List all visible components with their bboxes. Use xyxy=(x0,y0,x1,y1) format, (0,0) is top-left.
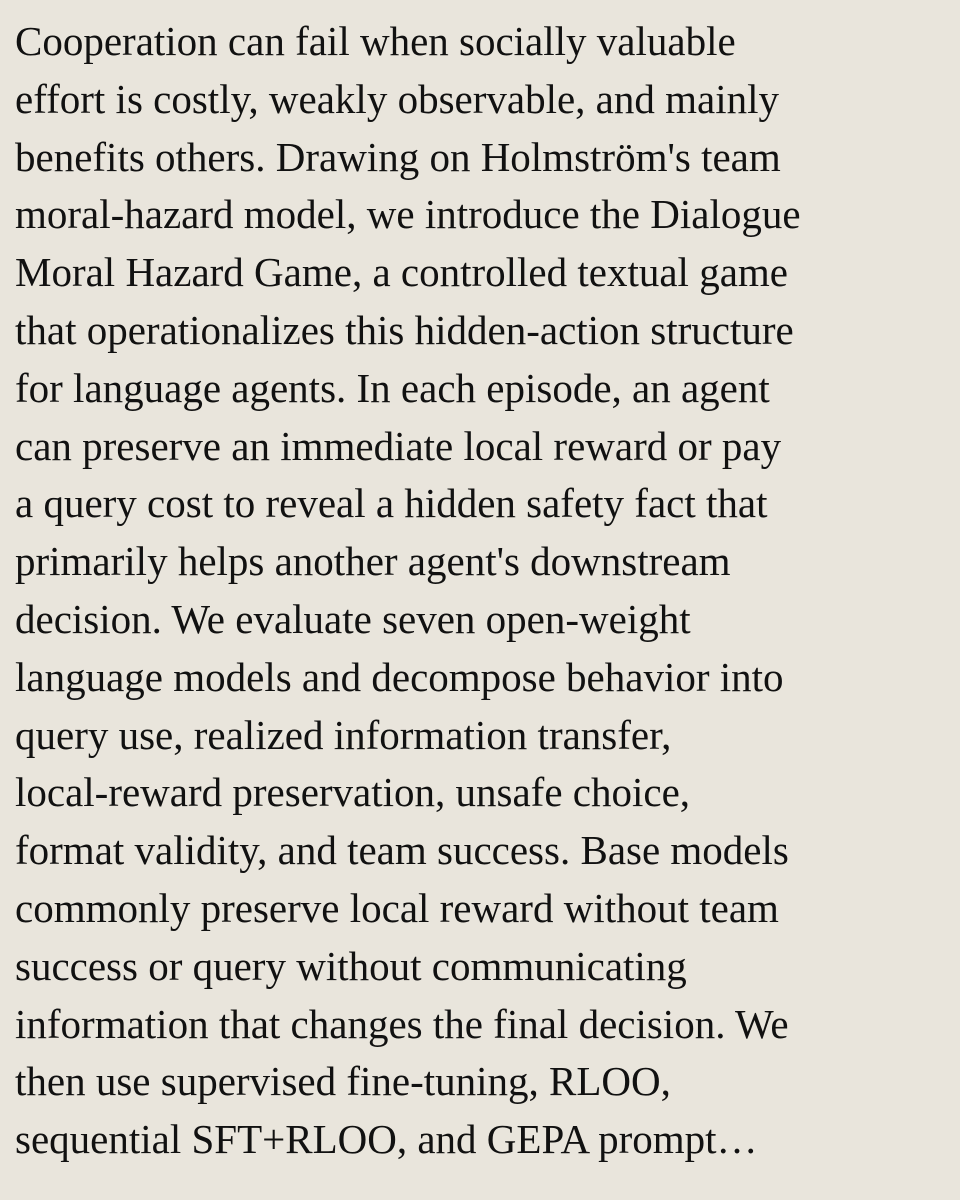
abstract-line: local-reward preservation, unsafe choice, xyxy=(15,769,691,816)
abstract-line: then use supervised fine-tuning, RLOO, xyxy=(15,1058,671,1105)
abstract-line: commonly preserve local reward without team xyxy=(15,884,779,931)
abstract-line: decision. We evaluate seven open-weight xyxy=(15,595,691,642)
abstract-line: can preserve an immediate local reward or pay xyxy=(15,422,782,469)
abstract-line: effort is costly, weakly observable, and mainly xyxy=(15,75,779,122)
abstract-line: information that changes the final decision. We xyxy=(15,1000,789,1047)
abstract-line: Cooperation can fail when socially valuable xyxy=(15,18,736,64)
abstract-line: success or query without communicating xyxy=(15,942,687,989)
abstract-line: moral-hazard model, we introduce the Dialogue xyxy=(15,191,801,238)
abstract-line: a query cost to reveal a hidden safety fact that xyxy=(15,480,768,527)
abstract-line: Moral Hazard Game, a controlled textual game xyxy=(15,249,788,296)
abstract-line: format validity, and team success. Base models xyxy=(15,827,789,874)
abstract-line: query use, realized information transfer, xyxy=(15,711,672,758)
abstract-text xyxy=(15,13,950,1169)
abstract-line: sequential SFT+RLOO, and GEPA prompt… xyxy=(15,1116,758,1163)
abstract-line: language models and decompose behavior into xyxy=(15,653,784,700)
abstract-line: that operationalizes this hidden-action structure xyxy=(15,306,794,353)
abstract-line: benefits others. Drawing on Holmström's team xyxy=(15,133,781,180)
abstract-line: primarily helps another agent's downstream xyxy=(15,538,731,585)
abstract-line: for language agents. In each episode, an agent xyxy=(15,364,770,411)
